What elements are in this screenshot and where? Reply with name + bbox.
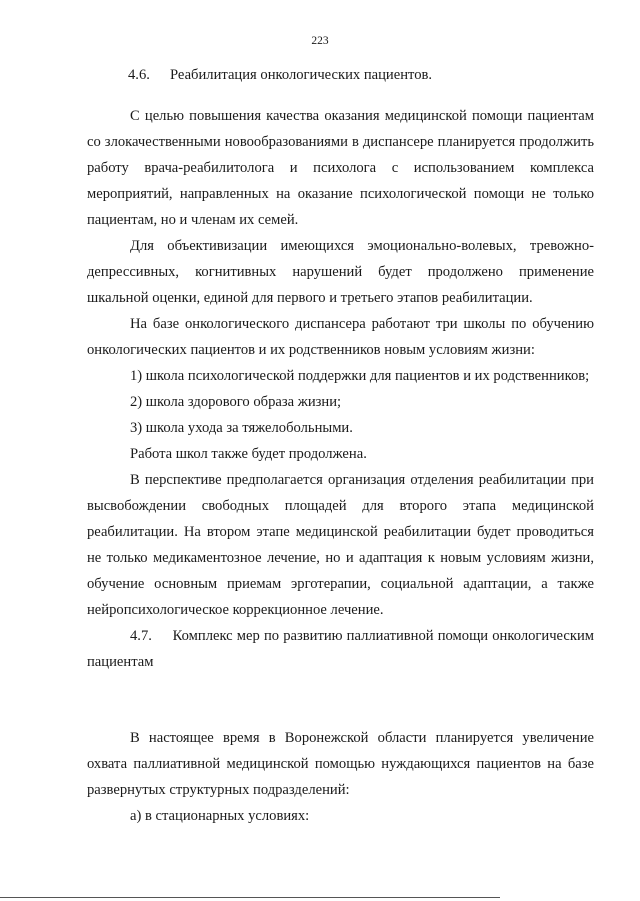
list-item: 2) школа здорового образа жизни; — [130, 394, 342, 410]
list-item: 3) школа ухода за тяжелобольными. — [130, 420, 353, 436]
paragraph: В настоящее время в Воронежской области планируется увеличение охвата паллиативной медицинской помощью нуждающихся пациентов на базе развернутых структурных подразделений: — [87, 730, 594, 798]
paragraph: В перспективе предполагается организация отделения реабилитации при высвобождении свободных площадей для второго этапа медицинской реабилитации. На втором этапе медицинской реабилитации будет проводиться не только медикаментозное лечение, но и адаптация к новым условиям жизни, обучение основным приемам эрготерапии, социальной адаптации, а также нейропсихологическое коррекционное лечение. — [87, 472, 594, 618]
document-body — [87, 103, 594, 829]
section-4-7-title: Комплекс мер по развитию паллиативной помощи онкологическим пациентам — [87, 628, 594, 670]
list-item: а) в стационарных условиях: — [130, 808, 310, 824]
section-4-7-heading — [87, 623, 594, 675]
section-4-6-heading — [128, 67, 432, 84]
page-bottom-rule — [0, 897, 500, 898]
paragraph: С целью повышения качества оказания медицинской помощи пациентам со злокачественными новообразованиями в диспансере планируется продолжить работу врача-реабилитолога и психолога с использованием комплекса мероприятий, направленных на оказание психологической помощи не только пациентам, но и членам их семей. — [87, 108, 594, 228]
paragraph: На базе онкологического диспансера работают три школы по обучению онкологических пациентов и их родственников новым условиям жизни: — [87, 316, 594, 358]
section-4-6-title: Реабилитация онкологических пациентов. — [170, 67, 433, 83]
section-4-6-number: 4.6. — [128, 67, 150, 83]
paragraph: Работа школ также будет продолжена. — [130, 446, 367, 462]
list-item: 1) школа психологической поддержки для пациентов и их родственников; — [130, 368, 590, 384]
section-4-7-number: 4.7. — [130, 628, 152, 644]
paragraph: Для объективизации имеющихся эмоционально-волевых, тревожно-депрессивных, когнитивных нарушений будет продолжено применение шкальной оценки, единой для первого и третьего этапов реабилитации. — [87, 238, 594, 306]
page-number: 223 — [311, 35, 329, 47]
